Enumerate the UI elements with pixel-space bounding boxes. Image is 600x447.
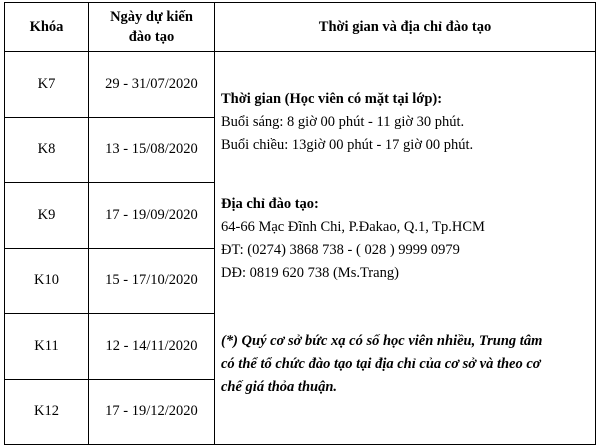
mobile-text: DĐ: 0819 620 738 (Ms.Trang) <box>221 265 399 281</box>
phone-text: ĐT: (0274) 3868 738 - ( 028 ) 9999 0979 <box>221 242 460 258</box>
training-schedule-table <box>4 2 596 445</box>
morning-session: Buổi sáng: 8 giờ 00 phút - 11 giờ 30 phút. <box>221 114 465 130</box>
note-line-2: có thể tổ chức đào tạo tại địa chỉ của cơ sở và theo cơ <box>221 356 541 372</box>
address-text: 64-66 Mạc Đĩnh Chi, P.Đakao, Q.1, Tp.HCM <box>221 219 485 235</box>
date-cell: 17 - 19/09/2020 <box>89 183 215 249</box>
course-cell: K7 <box>5 52 89 118</box>
course-cell: K9 <box>5 183 89 249</box>
course-cell: K10 <box>5 248 89 314</box>
header-course-label: Khóa <box>29 19 64 35</box>
date-cell: 13 - 15/08/2020 <box>89 117 215 183</box>
date-cell: 15 - 17/10/2020 <box>89 248 215 314</box>
note-line-1: (*) Quý cơ sở bức xạ có số học viên nhiều, Trung tâm <box>221 333 543 349</box>
table-row <box>5 52 596 118</box>
course-cell: K11 <box>5 314 89 380</box>
date-cell: 17 - 19/12/2020 <box>89 379 215 445</box>
date-cell: 12 - 14/11/2020 <box>89 314 215 380</box>
date-cell: 29 - 31/07/2020 <box>89 52 215 118</box>
header-date <box>89 3 215 52</box>
table-header-row <box>5 3 596 52</box>
afternoon-session: Buổi chiều: 13giờ 00 phút - 17 giờ 00 phút. <box>221 137 474 153</box>
time-heading: Thời gian (Học viên có mặt tại lớp): <box>221 91 443 107</box>
course-cell: K8 <box>5 117 89 183</box>
header-course <box>5 3 89 52</box>
header-date-line2: đào tạo <box>128 29 175 45</box>
note-text <box>221 330 589 399</box>
header-date-line1: Ngày dự kiến <box>110 9 193 25</box>
course-cell: K12 <box>5 379 89 445</box>
header-info-label: Thời gian và địa chỉ đào tạo <box>318 19 492 35</box>
address-heading: Địa chỉ đào tạo: <box>221 196 319 212</box>
info-cell <box>215 52 596 445</box>
header-info <box>215 3 596 52</box>
note-line-3: chế giá thỏa thuận. <box>221 379 338 395</box>
